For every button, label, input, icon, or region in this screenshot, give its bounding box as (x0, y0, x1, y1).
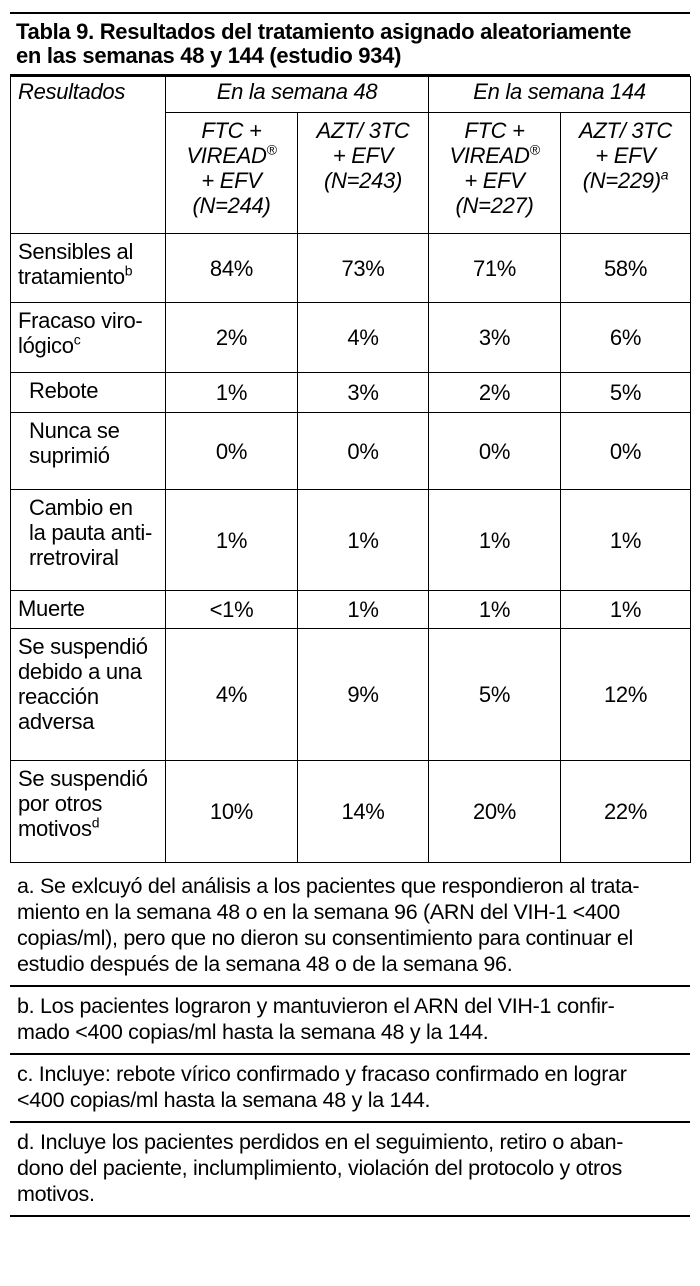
row-label: Fracaso viro- lógico$^c$ (11, 303, 166, 373)
table-cell: 84% (166, 234, 298, 303)
header-col-azt-3tc-144: AZT/ 3TC + EFV (N=229)$^a$ (561, 113, 691, 234)
table-title (10, 12, 690, 76)
header-resultados: Resultados (11, 77, 166, 234)
table-cell: 1% (429, 591, 561, 629)
header-col-azt-3tc-48: AZT/ 3TC + EFV (N=243) (298, 113, 429, 234)
table-cell: 0% (429, 413, 561, 490)
table-cell: 1% (561, 490, 691, 591)
table-cell: 20% (429, 761, 561, 863)
table-cell: 10% (166, 761, 298, 863)
table-row (11, 373, 691, 413)
table-row (11, 490, 691, 591)
footnote-d: d. Incluye los pacientes perdidos en el seguimiento, retiro o aban- dono del paciente, inclumplimiento, violación del protocolo y otros motivos. (10, 1123, 690, 1217)
row-label: Cambio en la pauta anti- rretroviral (11, 490, 166, 591)
document (10, 12, 690, 1217)
footnotes (10, 863, 690, 1217)
table-cell: 3% (429, 303, 561, 373)
table-cell: <1% (166, 591, 298, 629)
table-cell: 2% (166, 303, 298, 373)
table-row (11, 761, 691, 863)
footnote-b: b. Los pacientes lograron y mantuvieron el ARN del VIH-1 confir- mado <400 copias/ml hasta la semana 48 y la 144. (10, 987, 690, 1055)
table-cell: 4% (298, 303, 429, 373)
table-cell: 0% (561, 413, 691, 490)
table-row (11, 234, 691, 303)
table-cell: 5% (429, 629, 561, 761)
row-label: Se suspendió debido a una reacción adversa (11, 629, 166, 761)
footnote-a: a. Se exlcuyó del análisis a los pacientes que respondieron al trata- miento en la semana 48 o en la semana 96 (ARN del VIH-1 <400 copias/ml), pero que no dieron su consentimiento para continuar el estudio después de la semana 48 o de la semana 96. (10, 863, 690, 987)
table-cell: 1% (166, 373, 298, 413)
row-label: Muerte (11, 591, 166, 629)
table-cell: 4% (166, 629, 298, 761)
table-cell: 1% (298, 490, 429, 591)
table-cell: 1% (298, 591, 429, 629)
table-cell: 71% (429, 234, 561, 303)
row-label: Rebote (11, 373, 166, 413)
table-cell: 1% (429, 490, 561, 591)
table-cell: 0% (298, 413, 429, 490)
table-cell: 14% (298, 761, 429, 863)
table-cell: 9% (298, 629, 429, 761)
table-cell: 1% (561, 591, 691, 629)
table-cell: 5% (561, 373, 691, 413)
header-week-48: En la semana 48 (166, 77, 429, 113)
table-title-line: Tabla 9. Resultados del tratamiento asignado aleatoriamente (16, 19, 632, 44)
header-col-ftc-viread-48: FTC + VIREAD® + EFV (N=244) (166, 113, 298, 234)
row-label: Nunca se suprimió (11, 413, 166, 490)
table-cell: 6% (561, 303, 691, 373)
table-cell: 58% (561, 234, 691, 303)
table-cell: 73% (298, 234, 429, 303)
results-table (10, 76, 691, 863)
table-row (11, 591, 691, 629)
header-week-144: En la semana 144 (429, 77, 691, 113)
table-cell: 22% (561, 761, 691, 863)
table-cell: 12% (561, 629, 691, 761)
table-cell: 1% (166, 490, 298, 591)
table-cell: 2% (429, 373, 561, 413)
footnote-c: c. Incluye: rebote vírico confirmado y fracaso confirmado en lograr <400 copias/ml hasta la semana 48 y la 144. (10, 1055, 690, 1123)
table-title-line: en las semanas 48 y 144 (estudio 934) (16, 43, 402, 68)
row-label: Se suspendió por otros motivos$^d$ (11, 761, 166, 863)
table-cell: 0% (166, 413, 298, 490)
table-cell: 3% (298, 373, 429, 413)
table-row (11, 629, 691, 761)
table-row (11, 413, 691, 490)
header-col-ftc-viread-144: FTC + VIREAD® + EFV (N=227) (429, 113, 561, 234)
row-label: Sensibles al tratamiento$^b$ (11, 234, 166, 303)
table-row (11, 303, 691, 373)
